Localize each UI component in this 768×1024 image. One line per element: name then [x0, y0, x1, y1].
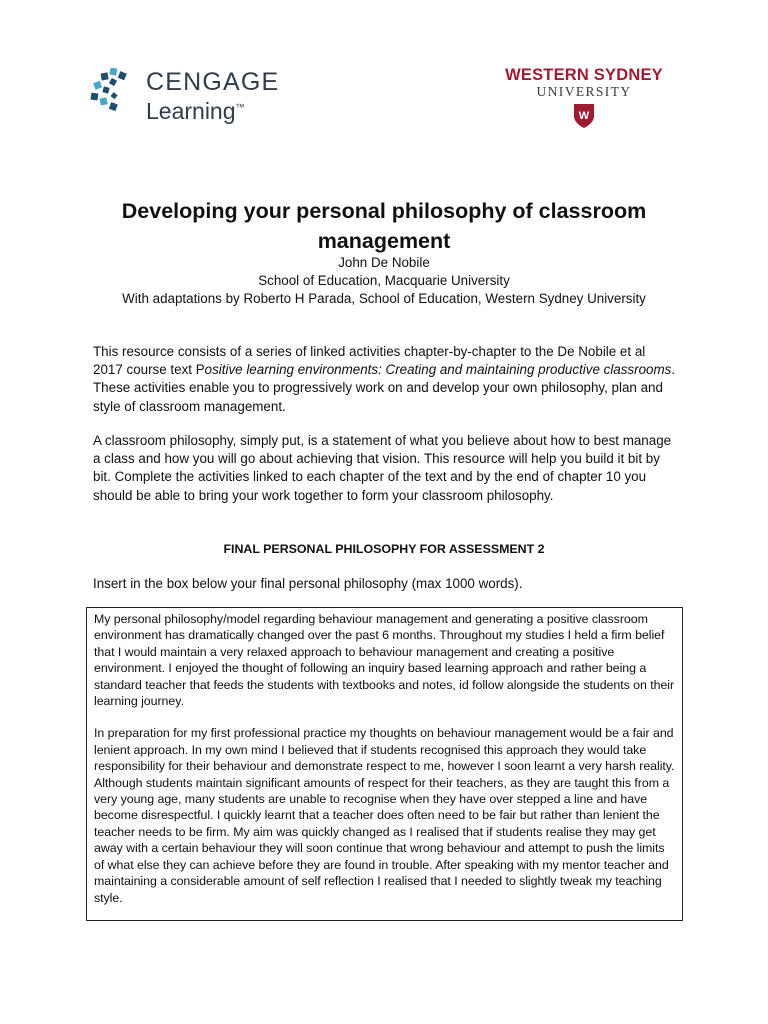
cengage-mark-icon [90, 68, 136, 114]
document-title: Developing your personal philosophy of classroom management [121, 199, 647, 253]
course-text-title: ositive learning environments: Creating and maintaining productive classrooms [204, 362, 672, 378]
western-sydney-university-logo [494, 66, 674, 136]
adaptation-credit: With adaptations by Roberto H Parada, School of Education, Western Sydney University [122, 291, 646, 306]
cengage-learning-logo [90, 66, 280, 122]
instruction-text: Insert in the box below your final personal philosophy (max 1000 words). [93, 576, 523, 591]
answer-paragraph-2: In preparation for my first professional practice my thoughts on behaviour management would be a fair and lenient approach. In my own mind I believed that if students recognised this approach they would take responsibility for their behaviour and demonstrate respect to me, however I soon learnt a very harsh reality. Although students maintain significant amounts of respect for their teachers, as they are taught this from a very young age, many students are unable to recognise when they have over stepped a line and have become disrespectful. I quickly learnt that a teacher does often need to be fair but rather than lenient the teacher needs to be firm. My aim was quickly changed as I realised that if students realise they may get away with a certain behaviour they will soon continue that wrong behaviour and attempt to push the limits of what else they can achieve before they are found in trouble. After speaking with my mentor teacher and maintaining a considerable amount of self reflection I realised that I needed to slightly tweak my teaching style. [94, 726, 675, 905]
svg-text:W: W [578, 110, 590, 122]
author-block [60, 254, 708, 308]
learning-wordmark: Learning™ [146, 98, 245, 124]
wsu-subtitle: UNIVERSITY [536, 84, 632, 99]
wsu-name: WESTERN SYDNEY [505, 66, 663, 84]
wsu-shield-icon [574, 104, 594, 128]
intro-paragraph-2: A classroom philosophy, simply put, is a statement of what you believe about how to best manage a class and how you will go about achieving that vision. This resource will help you build it bit by bit. Complete the activities linked to each chapter of the text and by the end of chapter 10 you should be able to bring your work together to form your classroom philosophy. [93, 433, 672, 503]
philosophy-answer-box[interactable] [86, 607, 683, 921]
cengage-wordmark: CENGAGE [146, 68, 280, 96]
intro-paragraph-1: This resource consists of a series of linked activities chapter-by-chapter to the De Nobile et al 2017 course text Positive learning environments: Creating and maintaining productive classrooms. These activities enable you to progressively work on and develop your own philosophy, plan and style of classroom management. [93, 344, 676, 414]
answer-paragraph-1: My personal philosophy/model regarding behaviour management and generating a positive classroom environment has dramatically changed over the past 6 months. Throughout my studies I held a firm belief that I would maintain a very relaxed approach to behaviour management and creating a positive environment. I enjoyed the thought of following an inquiry based learning approach and rather being a standard teacher that feeds the students with textbooks and notes, id follow alongside the students on their learning journey. [94, 612, 675, 709]
section-heading: FINAL PERSONAL PHILOSOPHY FOR ASSESSMENT 2 [223, 542, 545, 556]
author-affiliation: School of Education, Macquarie University [258, 273, 510, 288]
author-name: John De Nobile [338, 255, 430, 270]
